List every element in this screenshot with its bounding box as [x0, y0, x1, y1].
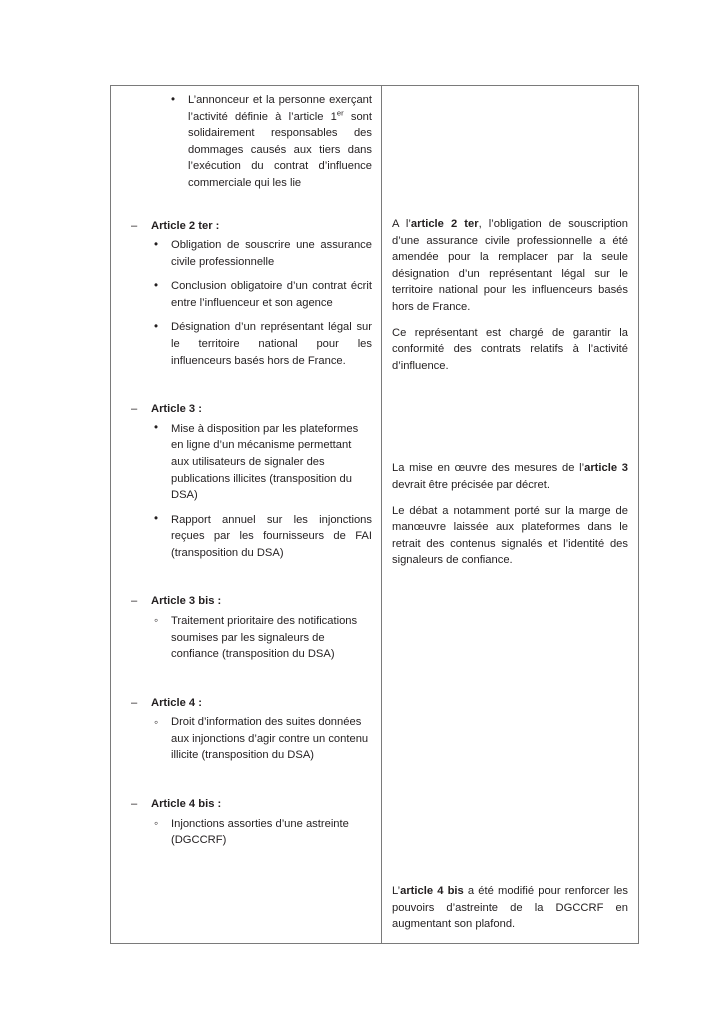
- spacer: [120, 766, 372, 796]
- article-heading-label: Article 3 bis :: [151, 595, 222, 608]
- note-lead-bold: article 2 ter: [410, 218, 479, 230]
- note-lead-plain: A l’: [392, 218, 411, 230]
- note-rest: a été modifié pour renforcer les pouvoirs d’astreinte de la DGCCRF en augmentant son plafond.: [392, 884, 628, 931]
- article-list-4-bis: [120, 796, 372, 849]
- note-rest: devrait être précisée par décret.: [392, 478, 550, 491]
- article-3-bis-items: [151, 613, 372, 663]
- item-text: Traitement prioritaire des notifications soumises par les signaleurs de confiance (transposition du DSA): [171, 614, 358, 661]
- article-list-4: [120, 695, 372, 764]
- item-text: Mise à disposition par les plateformes en ligne d’un mécanisme permettant aux utilisateurs de signaler des publications illicites (transposition du DSA): [171, 422, 359, 502]
- note-rest: Ce représentant est chargé de garantir la conformité des contrats relatifs à l’activité d’influence.: [392, 326, 628, 372]
- item-text: Obligation de souscrire une assurance civile professionnelle: [171, 239, 372, 268]
- spacer: [392, 374, 628, 460]
- list-item: [151, 421, 372, 504]
- list-item: [151, 237, 372, 270]
- ordinal-suffix: er: [336, 107, 344, 117]
- spacer: [120, 371, 372, 401]
- list-item: [151, 714, 372, 764]
- note-article-4-bis: [392, 883, 628, 933]
- note-rest: Le débat a notamment porté sur la marge de manœuvre laissée aux plateformes dans le retrait des contenus signalés et l’identité des signaleurs de confiance.: [392, 504, 628, 567]
- spacer: [120, 665, 372, 695]
- table-cell-comments: [382, 86, 639, 944]
- item-text: Désignation d’un représentant légal sur le territoire national pour les influenceurs basés hors de France.: [171, 321, 372, 367]
- item-text: Injonctions assorties d’une astreinte (DGCCRF): [171, 817, 349, 847]
- table-cell-measures: [111, 86, 382, 944]
- note-lead-bold: article 3: [584, 462, 628, 475]
- note-article-3: [392, 460, 628, 569]
- article-heading-4: [120, 695, 372, 764]
- list-item: [151, 278, 372, 311]
- article-4-bis-items: [151, 816, 372, 849]
- article-2-ter-items: [151, 237, 372, 369]
- list-item: [151, 512, 372, 562]
- list-item: [151, 613, 372, 663]
- comparison-table: [110, 85, 639, 944]
- note-article-2-ter: [392, 216, 628, 374]
- spacer: [392, 92, 628, 216]
- item-text: Conclusion obligatoire d’un contrat écrit entre l’influenceur et son agence: [171, 280, 372, 309]
- note-lead-plain: La mise en œuvre des mesures de l’: [392, 462, 585, 475]
- article-heading-3-bis: [120, 593, 372, 662]
- article-heading-label: Article 4 bis :: [151, 798, 222, 811]
- article-heading-label: Article 3 :: [151, 403, 202, 416]
- item-text: Rapport annuel sur les injonctions reçues par les fournisseurs de FAI (transposition du DSA): [171, 513, 372, 559]
- list-item: [151, 319, 372, 369]
- article-list-2-ter: [120, 218, 372, 370]
- spacer: [120, 192, 372, 218]
- list-item: [120, 92, 372, 192]
- note-paragraph: [392, 216, 628, 316]
- note-lead-plain: L’: [392, 884, 401, 897]
- article-4-items: [151, 714, 372, 764]
- article-heading-label: Article 2 ter :: [151, 219, 220, 232]
- note-paragraph: [392, 883, 628, 933]
- spacer: [120, 563, 372, 593]
- note-lead-bold: article 4 bis: [400, 884, 464, 897]
- table-row: [111, 86, 639, 944]
- continued-bullet-list: [120, 92, 372, 192]
- note-paragraph: [392, 325, 628, 375]
- list-item: [151, 816, 372, 849]
- article-heading-label: Article 4 :: [151, 696, 202, 709]
- article-heading-3: [120, 401, 372, 561]
- note-paragraph: [392, 503, 628, 569]
- note-paragraph: [392, 460, 628, 493]
- spacer: [392, 569, 628, 883]
- article-list-3: [120, 401, 372, 561]
- article-heading-4-bis: [120, 796, 372, 849]
- article-3-items: [151, 421, 372, 562]
- article-list-3-bis: [120, 593, 372, 662]
- continued-bullet-text-1: L’annonceur et la personne exerçant l’activité définie à l’article 1er sont solidairement responsables des dommages causés aux tiers dans l’exécution du contrat d’influence commerciale qui les lie: [188, 94, 372, 189]
- article-heading-2-ter: [120, 218, 372, 370]
- note-rest: , l’obligation de souscription d’une assurance civile professionnelle a été amendée pour la remplacer par la seule désignation d’un représentant légal sur le territoire national pour les influenceurs basés hors de France.: [392, 218, 628, 313]
- item-text: Droit d’information des suites données aux injonctions d’agir contre un contenu illicite (transposition du DSA): [171, 716, 369, 762]
